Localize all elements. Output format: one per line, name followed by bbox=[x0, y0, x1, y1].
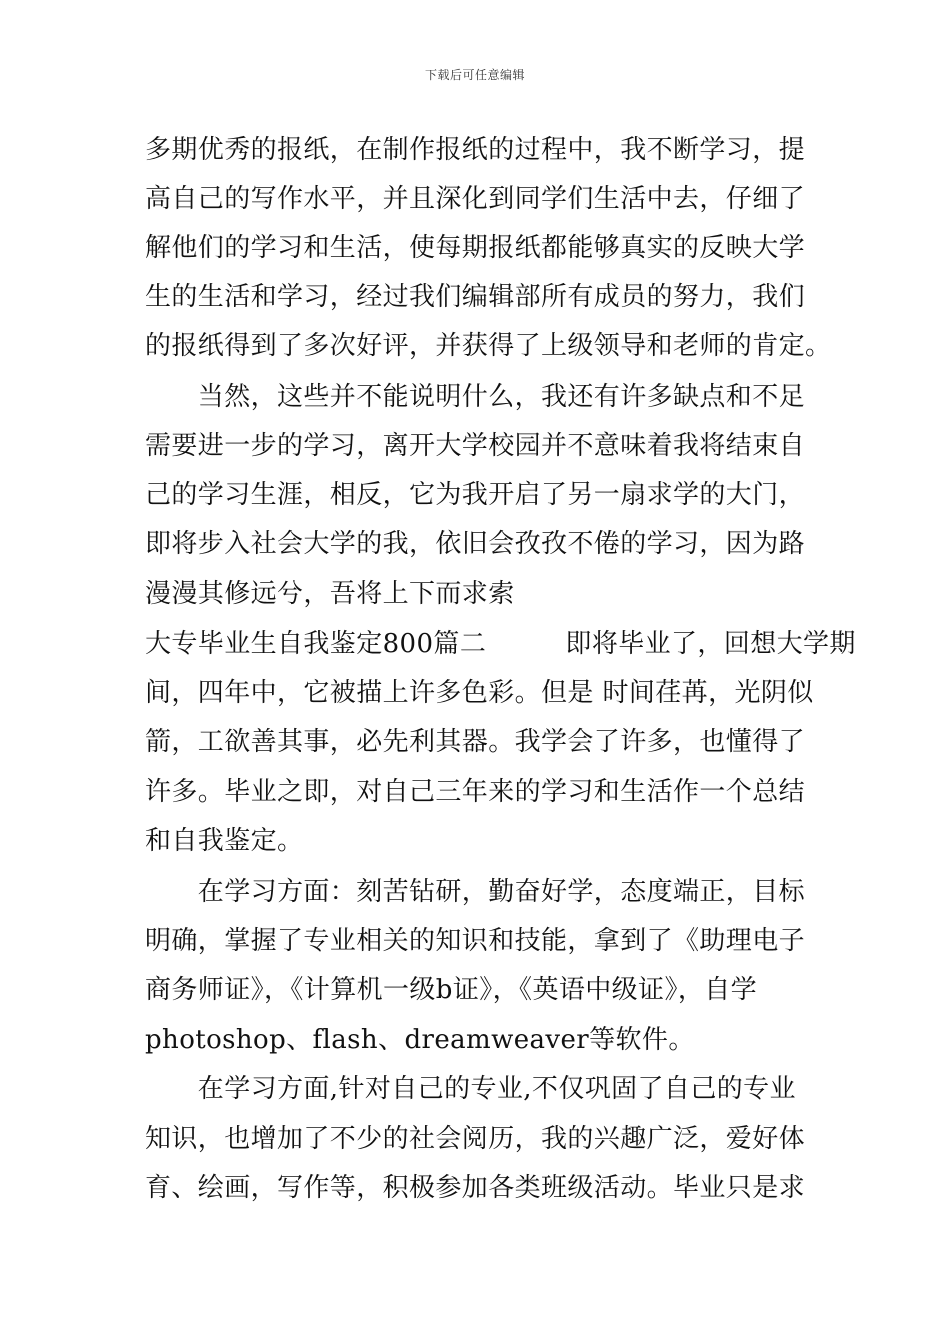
text-line: 明确，掌握了专业相关的知识和技能，拿到了《助理电子 bbox=[145, 926, 806, 956]
section-heading-line: 大专毕业生自我鉴定800篇二 即将毕业了，回想大学期 bbox=[145, 629, 856, 659]
text-line: 当然，这些并不能说明什么，我还有许多缺点和不足 bbox=[145, 382, 806, 412]
text-line: 知识，也增加了不少的社会阅历，我的兴趣广泛，爱好体 bbox=[145, 1124, 806, 1154]
text-line: photoshop、flash、dreamweaver等软件。 bbox=[145, 1025, 695, 1055]
text-line: 间，四年中，它被描上许多色彩。但是 时间荏苒，光阴似 bbox=[145, 678, 814, 708]
text-line: 解他们的学习和生活，使每期报纸都能够真实的反映大学 bbox=[145, 233, 806, 263]
text-line: 箭，工欲善其事，必先利其器。我学会了许多，也懂得了 bbox=[145, 727, 806, 757]
text-line: 许多。毕业之即，对自己三年来的学习和生活作一个总结 bbox=[145, 777, 806, 807]
text-line: 需要进一步的学习，离开大学校园并不意味着我将结束自 bbox=[145, 431, 806, 461]
text-line: 多期优秀的报纸，在制作报纸的过程中，我不断学习，提 bbox=[145, 135, 806, 165]
text-line: 高自己的写作水平，并且深化到同学们生活中去，仔细了 bbox=[145, 184, 806, 214]
text-line: 漫漫其修远兮，吾将上下而求索 bbox=[145, 579, 515, 609]
text-line: 育、绘画，写作等，积极参加各类班级活动。毕业只是求 bbox=[145, 1173, 806, 1203]
page-header: 下载后可任意编辑 bbox=[424, 68, 525, 82]
text-line: 和自我鉴定。 bbox=[145, 826, 304, 856]
text-line: 己的学习生涯，相反，它为我开启了另一扇求学的大门， bbox=[145, 480, 806, 510]
text-line: 的报纸得到了多次好评，并获得了上级领导和老师的肯定。 bbox=[145, 331, 832, 361]
text-line: 在学习方面：刻苦钻研，勤奋好学，态度端正，目标 bbox=[145, 877, 806, 907]
text-line: 生的生活和学习，经过我们编辑部所有成员的努力，我们 bbox=[145, 282, 806, 312]
text-line: 商务师证》，《计算机一级b证》，《英语中级证》，自学 bbox=[145, 975, 758, 1005]
text-line: 即将步入社会大学的我，依旧会孜孜不倦的学习，因为路 bbox=[145, 529, 806, 559]
text-line: 在学习方面,针对自己的专业,不仅巩固了自己的专业 bbox=[145, 1074, 796, 1104]
